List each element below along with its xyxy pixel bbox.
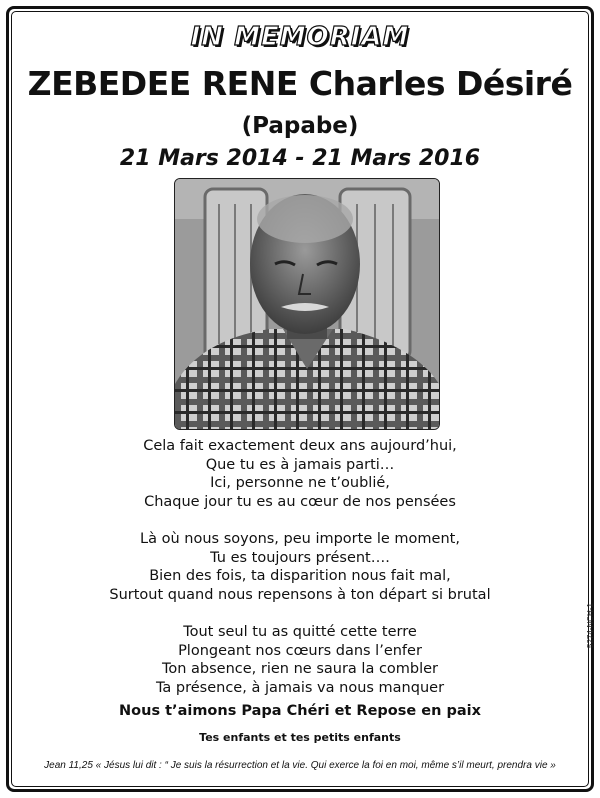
memorial-dates: 21 Mars 2014 - 21 Mars 2016 <box>119 146 481 171</box>
memorial-poem <box>0 437 600 716</box>
poem-stanza <box>0 623 600 697</box>
poem-line: Cela fait exactement deux ans aujourd’hui, <box>143 438 457 454</box>
deceased-name: ZEBEDEE RENE Charles Désiré <box>27 64 573 103</box>
in-memoriam-banner: IN MEMORIAM <box>190 22 410 52</box>
poem-line: Tout seul tu as quitté cette terre <box>183 623 417 640</box>
poem-stanza <box>0 530 600 604</box>
poem-line: Tu es toujours présent…. <box>210 549 390 566</box>
deceased-nickname: (Papabe) <box>241 113 359 139</box>
poem-line: Ici, personne ne t’oublié, <box>210 475 390 492</box>
portrait-photo <box>174 178 440 430</box>
poem-line: Plongeant nos cœurs dans l’enfer <box>178 642 422 659</box>
poem-line: Ton absence, rien ne saura la combler <box>161 661 439 678</box>
farewell-message: Nous t’aimons Papa Chéri et Repose en paix <box>119 703 481 719</box>
bible-verse: Jean 11,25 « Jésus lui dit : “ Je suis la résurrection et la vie. Qui exerce la foi en moi, même s’il meurt, prendra vie » <box>44 760 556 771</box>
poem-line: Surtout quand nous repensons à ton départ si brutal <box>109 586 491 603</box>
poem-line: Ta présence, à jamais va nous manquer <box>155 679 445 696</box>
portrait-illustration <box>175 179 439 429</box>
poem-line: Bien des fois, ta disparition nous fait mal, <box>149 568 451 585</box>
poem-stanza <box>0 437 600 511</box>
poem-line: Chaque jour tu es au cœur de nos pensées <box>144 493 456 510</box>
poem-line: Là où nous soyons, peu importe le moment, <box>140 530 460 547</box>
family-signature: Tes enfants et tes petits enfants <box>199 731 401 744</box>
poem-line: Que tu es à jamais parti… <box>205 456 395 473</box>
